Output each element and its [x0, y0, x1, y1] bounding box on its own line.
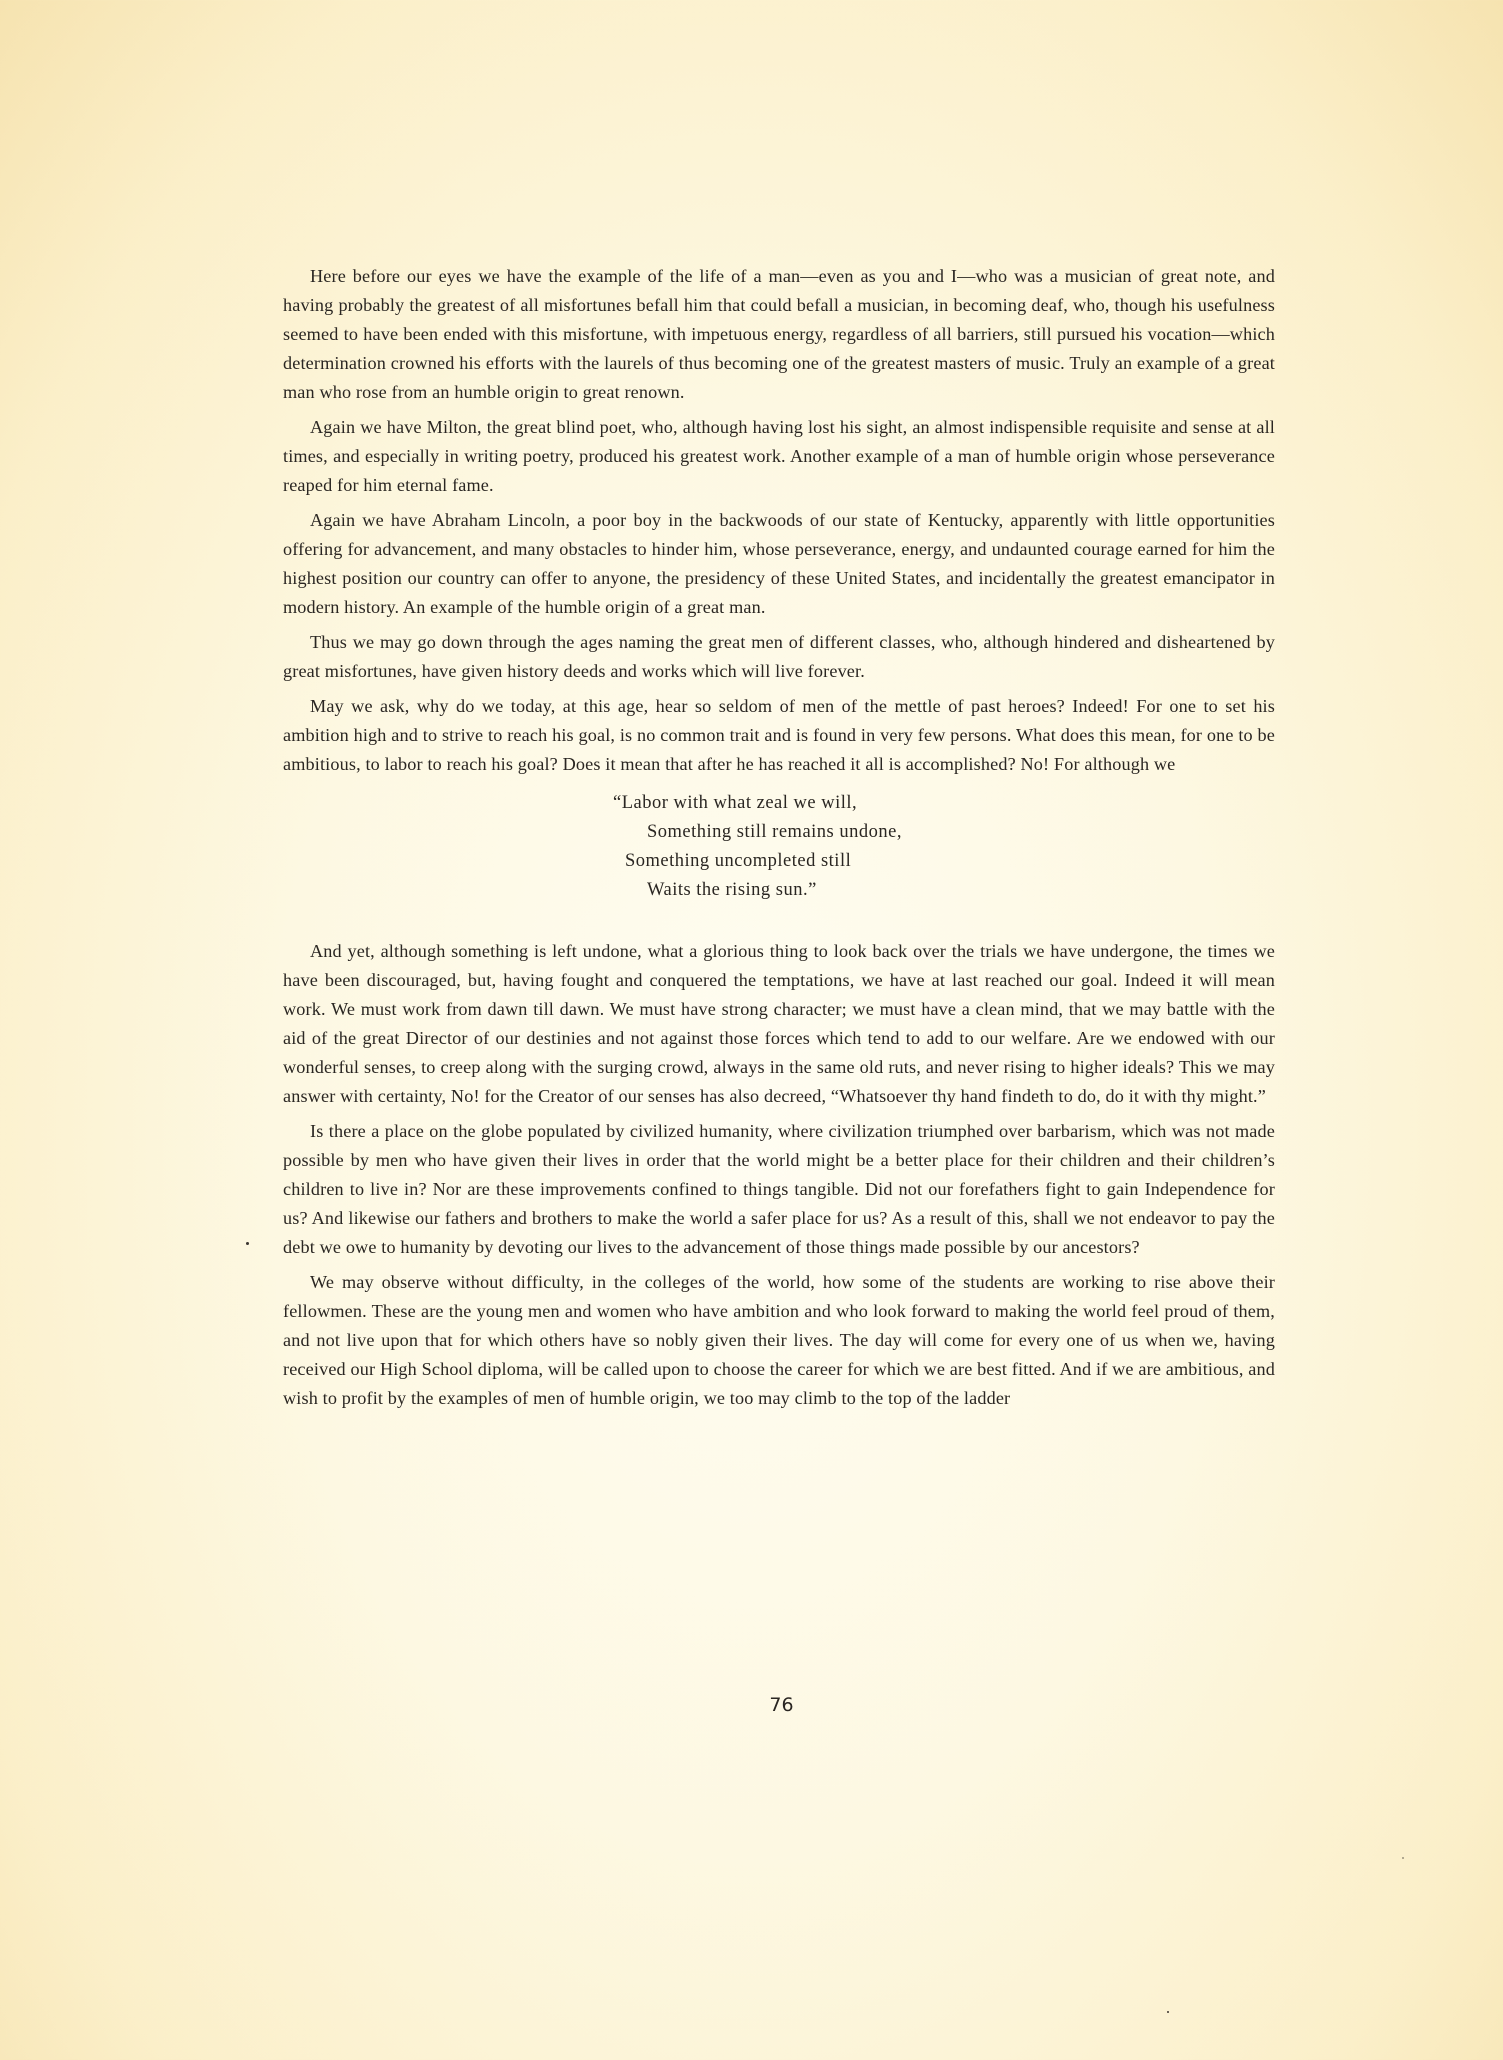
paragraph-milton: Again we have Milton, the great blind poet, who, although having lost his sight, an almost indispensible requisite and sense at all times, and especially in writing poetry, produced his greatest work. Another example of a man of humble origin whose perseverance reaped for him eternal fame.	[283, 417, 1275, 495]
page-number: 76	[769, 1694, 794, 1716]
paragraph-lincoln: Again we have Abraham Lincoln, a poor boy in the backwoods of our state of Kentucky, apparently with little opportunities offering for advancement, and many obstacles to hinder him, whose perseverance, energy, and undaunted courage earned for him the highest position our country can offer to anyone, the presidency of these United States, and incidentally the greatest emancipator in modern history. An example of the humble origin of a great man.	[283, 510, 1275, 617]
paragraph-glorious-thing: And yet, although something is left undone, what a glorious thing to look back over the trials we have undergone, the times we have been discouraged, but, having fought and conquered the temptations, we have at last reached our goal. Indeed it will mean work. We must work from dawn till dawn. We must have strong character; we must have a clean mind, that we may battle with the aid of the great Director of our destinies and not against those forces which tend to add to our welfare. Are we endowed with our wonderful senses, to creep along with the surging crowd, always in the same old ruts, and never rising to higher ideals? This we may answer with certainty, No! for the Creator of our senses has also decreed, “Whatsoever thy hand findeth to do, do it with thy might.”	[283, 941, 1275, 1106]
paper-speck	[1402, 1857, 1404, 1859]
paragraph-great-men: Thus we may go down through the ages naming the great men of different classes, who, although hindered and disheartened by great misfortunes, have given history deeds and works which will live forever.	[283, 632, 1275, 681]
poem-line: Waits the rising sun.”	[647, 880, 817, 900]
paragraph-colleges: We may observe without difficulty, in the colleges of the world, how some of the students are working to rise above their fellowmen. These are the young men and women who have ambition and who look forward to making the world feel proud of them, and not live upon that for which others have so nobly given their lives. The day will come for every one of us when we, having received our High School diploma, will be called upon to choose the career for which we are best fitted. And if we are ambitious, and wish to profit by the examples of men of humble origin, we too may climb to the top of the ladder	[283, 1272, 1275, 1408]
paragraph-beethoven: Here before our eyes we have the example of the life of a man—even as you and I—who was a musician of great note, and having probably the greatest of all misfortunes befall him that could befall a musician, in becoming deaf, who, though his usefulness seemed to have been ended with this misfortune, with impetuous energy, regardless of all barriers, still pursued his vocation—which determination crowned his efforts with the laurels of thus becoming one of the greatest masters of music. Truly an example of a great man who rose from an humble origin to great renown.	[283, 266, 1275, 402]
poem-line: Something still remains undone,	[647, 822, 902, 842]
paragraph-civilization: Is there a place on the globe populated by civilized humanity, where civilization triumphed over barbarism, which was not made possible by men who have given their lives in order that the world might be a better place for their children and their children’s children to live in? Nor are these improvements confined to things tangible. Did not our forefathers fight to gain Independence for us? And likewise our fathers and brothers to make the world a safer place for us? As a result of this, shall we not endeavor to pay the debt we owe to humanity by devoting our lives to the advancement of those things made possible by our ancestors?	[283, 1121, 1275, 1257]
poem-quote	[283, 789, 1275, 905]
poem-line: “Labor with what zeal we will,	[613, 793, 858, 813]
body-text	[283, 262, 1275, 1419]
paper-speck	[246, 1242, 249, 1245]
paragraph-ambition: May we ask, why do we today, at this age, hear so seldom of men of the mettle of past heroes? Indeed! For one to set his ambition high and to strive to reach his goal, is no common trait and is found in very few persons. What does this mean, for one to be ambitious, to labor to reach his goal? Does it mean that after he has reached it all is accomplished? No! For although we	[283, 696, 1275, 774]
poem-line: Something uncompleted still	[625, 851, 852, 871]
paper-speck	[1167, 2011, 1169, 2013]
